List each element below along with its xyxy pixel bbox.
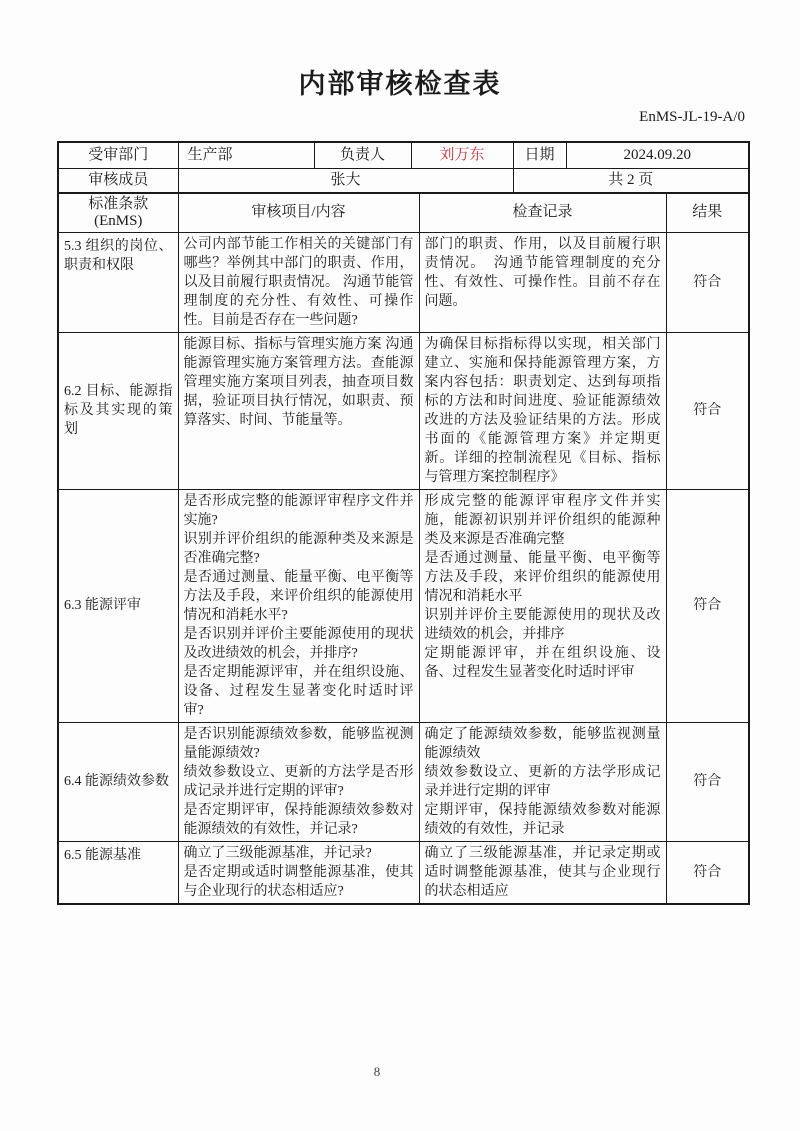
table-row-6-2 — [58, 332, 749, 489]
result-cell: 符合 — [666, 232, 749, 332]
item-cell — [178, 722, 419, 841]
item-paragraph: 识别并评价组织的能源种类及来源是否准确完整? — [183, 531, 414, 566]
table-row-6-5 — [58, 841, 749, 904]
record-cell — [419, 232, 666, 332]
column-header-record: 检查记录 — [419, 193, 666, 233]
table-row-5-3 — [58, 232, 749, 332]
item-paragraph: 是否定期能源评审，并在组织设施、设备、过程发生显著变化时适时评审? — [183, 664, 414, 718]
result-cell: 符合 — [666, 332, 749, 489]
item-paragraph: 是否通过测量、能量平衡、电平衡等方法及手段，来评价组织的能源使用情况和消耗水平? — [183, 569, 414, 623]
result-cell: 符合 — [666, 841, 749, 904]
result-cell: 符合 — [666, 722, 749, 841]
pages-total: 共 2 页 — [513, 168, 749, 193]
clause-header-line2: (EnMS) — [94, 212, 143, 229]
clause-header-line1: 标准条款 — [88, 195, 149, 212]
page-title: 内部审核检查表 — [298, 69, 502, 99]
record-paragraph: 部门的职责、作用，以及目前履行职责情况。 沟通节能管理制度的充分性、有效性、可操作性。目前不存在问题。 — [424, 236, 661, 309]
record-paragraph: 识别并评价主要能源使用的现状及改进绩效的机会，并排序 — [424, 607, 661, 642]
clause-cell: 6.3 能源评审 — [58, 489, 178, 722]
record-cell — [419, 722, 666, 841]
record-paragraph: 形成完整的能源评审程序文件并实施，能源初识别并评价组织的能源种类及来源是否准确完整 — [424, 493, 661, 547]
auditors-value: 张大 — [178, 168, 513, 193]
column-header-clause — [58, 193, 178, 233]
auditors-label: 审核成员 — [58, 168, 178, 193]
record-paragraph: 定期评审，保持能源绩效参数对能源绩效的有效性，并记录 — [424, 802, 661, 837]
record-paragraph: 确立了三级能源基准，并记录定期或适时调整能源基准，使其与企业现行的状态相适应 — [424, 845, 661, 899]
item-paragraph: 是否形成完整的能源评审程序文件并实施? — [183, 493, 414, 528]
table-row-6-3 — [58, 489, 749, 722]
record-cell — [419, 841, 666, 904]
date-label: 日期 — [513, 142, 566, 168]
date-value: 2024.09.20 — [566, 142, 749, 168]
column-header-result: 结果 — [666, 193, 749, 233]
doc-code: EnMS-JL-19-A/0 — [639, 109, 745, 125]
result-cell: 符合 — [666, 489, 749, 722]
person-in-charge-value: 刘万东 — [411, 142, 513, 168]
item-cell — [178, 232, 419, 332]
audited-dept-label: 受审部门 — [58, 142, 178, 168]
item-paragraph: 公司内部节能工作相关的关键部门有哪些？举例其中部门的职责、作用，以及目前履行职责情况。 沟通节能管理制度的充分性、有效性、可操作性。目前是否存在一些问题? — [183, 236, 414, 328]
clause-cell: 6.2 目标、能源指标及其实现的策划 — [58, 332, 178, 489]
item-cell — [178, 332, 419, 489]
record-paragraph: 确定了能源绩效参数，能够监视测量能源绩效 — [424, 726, 661, 761]
audit-checklist-table — [57, 141, 750, 905]
item-paragraph: 是否定期评审，保持能源绩效参数对能源绩效的有效性，并记录? — [183, 802, 414, 837]
person-in-charge-label: 负责人 — [314, 142, 411, 168]
record-paragraph: 是否通过测量、能量平衡、电平衡等方法及手段，来评价组织的能源使用情况和消耗水平 — [424, 550, 661, 604]
item-paragraph: 确立了三级能源基准，并记录? — [183, 845, 372, 861]
clause-cell: 6.5 能源基准 — [58, 841, 178, 904]
column-header-item: 审核项目/内容 — [178, 193, 419, 233]
page-number: 8 — [373, 1064, 381, 1079]
item-paragraph: 是否识别并评价主要能源使用的现状及改进绩效的机会，并排序? — [183, 626, 414, 661]
item-cell — [178, 841, 419, 904]
record-paragraph: 定期能源评审，并在组织设施、设备、过程发生显著变化时适时评审 — [424, 645, 661, 680]
clause-cell: 6.4 能源绩效参数 — [58, 722, 178, 841]
info-row-2 — [58, 168, 749, 193]
info-row-1 — [58, 142, 749, 168]
item-paragraph: 能源目标、指标与管理实施方案 沟通能源管理实施方案管理方法。查能源管理实施方案项目列表，抽查项目数据，验证项目执行情况，如职责、预算落实、时间、节能量等。 — [183, 336, 414, 428]
record-paragraph: 为确保目标指标得以实现，相关部门建立、实施和保持能源管理方案，方案内容包括：职责划定、达到每项指标的方法和时间进度、验证能源绩效改进的方法及验证结果的方法。形成书面的《能源管理方案》并定期更新。详细的控制流程见《目标、指标与管理方案控制程序》 — [424, 336, 661, 485]
item-paragraph: 是否定期或适时调整能源基准，使其与企业现行的状态相适应? — [183, 864, 414, 899]
column-header-row — [58, 193, 749, 233]
record-cell — [419, 332, 666, 489]
record-cell — [419, 489, 666, 722]
item-paragraph: 绩效参数设立、更新的方法学是否形成记录并进行定期的评审? — [183, 764, 414, 799]
table-row-6-4 — [58, 722, 749, 841]
audited-dept-value: 生产部 — [178, 142, 314, 168]
item-paragraph: 是否识别能源绩效参数，能够监视测量能源绩效? — [183, 726, 414, 761]
item-cell — [178, 489, 419, 722]
record-paragraph: 绩效参数设立、更新的方法学形成记录并进行定期的评审 — [424, 764, 661, 799]
clause-cell: 5.3 组织的岗位、职责和权限 — [58, 232, 178, 332]
